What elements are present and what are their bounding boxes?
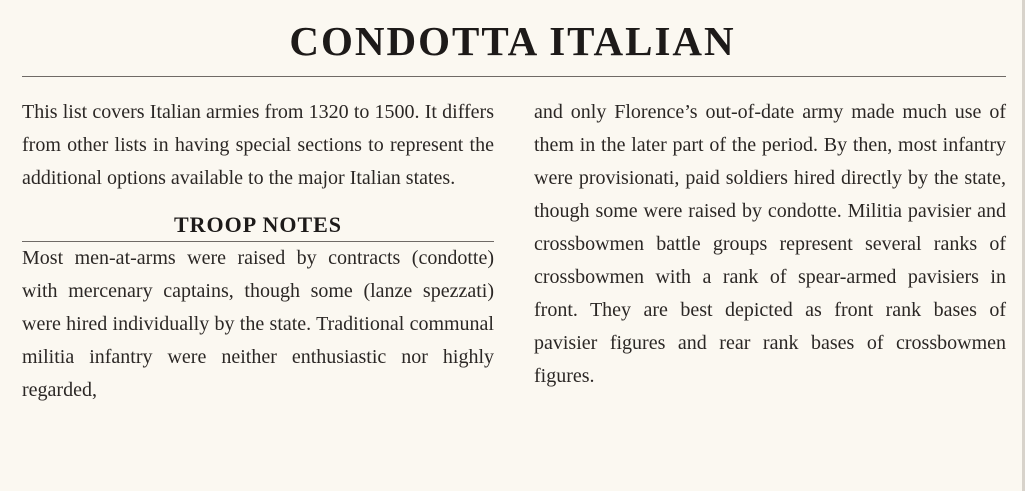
intro-paragraph: This list covers Italian armies from 1320 to 1500. It differs from other lists in having special sections to represent the additional options available to the major Italian states. [22, 101, 494, 189]
right-column [534, 96, 1006, 393]
page-title: CONDOTTA ITALIAN [289, 18, 736, 64]
troop-notes-paragraph: Most men-at-arms were raised by contracts (condotte) with mercenary captains, though some (lanze spezzati) were hired individually by the state. Traditional communal militia infantry were neither enthusiastic nor highly regarded, [22, 247, 494, 401]
troop-notes-heading: TROOP NOTES [173, 212, 343, 237]
troop-notes-continued-paragraph: and only Florence’s out-of-date army made much use of them in the later part of the period. By then, most infantry were provisionati, paid soldiers hired directly by the state, though some were raised by condotte. Militia pavisier and crossbowmen battle groups represent several ranks of crossbowmen with a rank of spear-armed pavisiers in front. They are best depicted as front rank bases of pavisier figures and rear rank bases of crossbowmen figures. [534, 101, 1006, 387]
title-divider [22, 76, 1006, 77]
left-column [22, 96, 494, 407]
